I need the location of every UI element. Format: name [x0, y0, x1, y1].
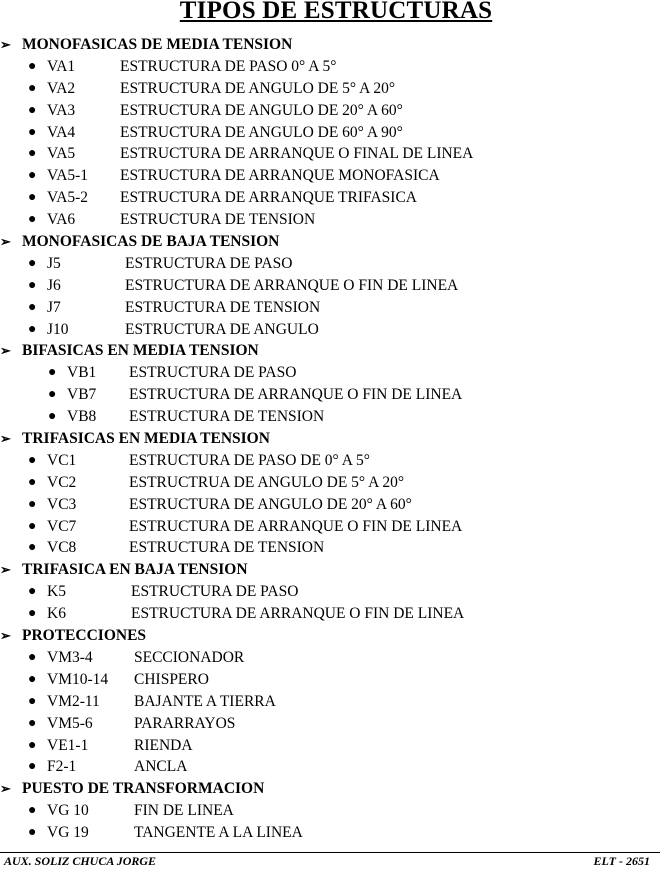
item-description: ESTRUCTURA DE ARRANQUE O FIN DE LINEA — [125, 276, 459, 294]
list-item — [0, 253, 660, 275]
list-item — [0, 209, 660, 231]
list-item — [0, 384, 660, 406]
item-description: ESTRUCTURA DE TENSION — [129, 539, 325, 557]
list-item — [0, 691, 660, 713]
item-code: VA1 — [47, 57, 76, 75]
item-code: VA4 — [47, 123, 76, 141]
bullet-icon: ● — [28, 102, 37, 118]
item-code: VC1 — [47, 451, 77, 469]
item-description: CHISPERO — [134, 670, 209, 688]
section-title: BIFASICAS EN MEDIA TENSION — [22, 342, 259, 360]
arrow-bullet-icon: ➢ — [0, 781, 11, 797]
list-item — [0, 516, 660, 538]
bullet-icon: ● — [28, 58, 37, 74]
item-code: VA2 — [47, 79, 76, 97]
item-description: SECCIONADOR — [134, 648, 245, 666]
list-item — [0, 494, 660, 516]
item-description: ESTRUCTURA DE PASO — [131, 583, 299, 601]
list-item — [0, 756, 660, 778]
bullet-icon: ● — [28, 255, 37, 271]
bullet-icon: ● — [28, 693, 37, 709]
item-description: TANGENTE A LA LINEA — [134, 824, 303, 842]
bullet-icon: ● — [28, 825, 37, 841]
section-title: TRIFASICA EN BAJA TENSION — [22, 561, 248, 579]
bullet-icon: ● — [48, 409, 57, 425]
item-description: ESTRUCTURA DE TENSION — [120, 211, 316, 229]
bullet-icon: ● — [48, 387, 57, 403]
bullet-icon: ● — [28, 584, 37, 600]
list-item — [0, 275, 660, 297]
item-code: VA5 — [47, 145, 76, 163]
list-item — [0, 362, 660, 384]
bullet-icon: ● — [28, 803, 37, 819]
item-code: VA6 — [47, 211, 76, 229]
item-code: VM2-11 — [47, 692, 100, 710]
bullet-icon: ● — [28, 474, 37, 490]
list-item — [0, 581, 660, 603]
item-code: VB7 — [67, 386, 97, 404]
list-item — [0, 406, 660, 428]
item-description: FIN DE LINEA — [134, 802, 234, 820]
section-title: MONOFASICAS DE MEDIA TENSION — [22, 36, 293, 53]
item-code: J7 — [47, 298, 61, 316]
bullet-icon: ● — [28, 759, 37, 775]
section-title: PROTECCIONES — [22, 627, 147, 645]
bullet-icon: ● — [28, 649, 37, 665]
bullet-icon: ● — [28, 606, 37, 622]
item-code: VC2 — [47, 473, 77, 491]
bullet-icon: ● — [28, 277, 37, 293]
item-description: ESTRUCTURA DE ARRANQUE MONOFASICA — [120, 167, 440, 185]
list-item — [0, 603, 660, 625]
item-description: ESTRUCTURA DE PASO DE 0° A 5° — [129, 451, 370, 469]
list-item — [0, 122, 660, 144]
item-description: ESTRUCTURA DE TENSION — [125, 298, 321, 316]
item-description: ESTRUCTURA DE ANGULO DE 5° A 20° — [120, 79, 396, 97]
list-item — [0, 143, 660, 165]
list-item — [0, 297, 660, 319]
item-description: ESTRUCTURA DE PASO 0° A 5° — [120, 57, 337, 75]
page-title: TIPOS DE ESTRUCTURAS — [179, 0, 493, 24]
footer-course-code: ELT - 2651 — [593, 854, 650, 868]
item-code: VB8 — [67, 408, 97, 426]
section-heading — [0, 428, 660, 450]
item-description: PARARRAYOS — [134, 714, 236, 732]
item-code: VG 19 — [47, 824, 89, 842]
list-item — [0, 472, 660, 494]
list-item — [0, 537, 660, 559]
section-heading — [0, 559, 660, 581]
item-description: ESTRUCTURA DE ARRANQUE O FINAL DE LINEA — [120, 145, 474, 163]
section-heading — [0, 625, 660, 647]
item-description: ESTRUCTURA DE ARRANQUE O FIN DE LINEA — [131, 605, 465, 623]
bullet-icon: ● — [28, 168, 37, 184]
item-code: J6 — [47, 276, 61, 294]
section-heading — [0, 231, 660, 253]
list-item — [0, 319, 660, 341]
bullet-icon: ● — [28, 496, 37, 512]
item-code: VM3-4 — [47, 648, 93, 666]
list-item — [0, 187, 660, 209]
bullet-icon: ● — [28, 540, 37, 556]
item-code: VB1 — [67, 364, 97, 382]
arrow-bullet-icon: ➢ — [0, 37, 11, 52]
item-description: BAJANTE A TIERRA — [134, 692, 276, 710]
section-title: MONOFASICAS DE BAJA TENSION — [22, 233, 280, 251]
bullet-icon: ● — [28, 146, 37, 162]
item-code: VA5-2 — [47, 189, 89, 207]
section-heading — [0, 778, 660, 800]
item-description: ESTRUCTURA DE PASO — [125, 254, 293, 272]
arrow-bullet-icon: ➢ — [0, 234, 11, 250]
item-description: ESTRUCTURA DE ANGULO DE 20° A 60° — [129, 495, 412, 513]
item-code: J5 — [47, 254, 61, 272]
bullet-icon: ● — [28, 452, 37, 468]
bullet-icon: ● — [28, 80, 37, 96]
bullet-icon: ● — [28, 212, 37, 228]
footer-author: AUX. SOLIZ CHUCA JORGE — [4, 854, 157, 868]
list-item — [0, 713, 660, 735]
item-code: VA5-1 — [47, 167, 89, 185]
list-item — [0, 100, 660, 122]
item-description: RIENDA — [134, 736, 193, 754]
item-code: VA3 — [47, 101, 76, 119]
item-description: ESTRUCTURA DE ARRANQUE O FIN DE LINEA — [129, 517, 463, 535]
bullet-icon: ● — [28, 715, 37, 731]
item-description: ESTRUCTURA DE ANGULO DE 60° A 90° — [120, 123, 403, 141]
item-description: ESTRUCTURA DE ANGULO DE 20° A 60° — [120, 101, 403, 119]
item-description: ESTRUCTURA DE ANGULO — [125, 320, 319, 338]
structure-list — [0, 34, 660, 844]
page-footer — [0, 852, 660, 869]
list-item — [0, 735, 660, 757]
list-item — [0, 822, 660, 844]
arrow-bullet-icon: ➢ — [0, 431, 11, 447]
item-description: ESTRUCTRUA DE ANGULO DE 5° A 20° — [129, 473, 405, 491]
list-item — [0, 669, 660, 691]
item-code: VC8 — [47, 539, 77, 557]
item-code: VC3 — [47, 495, 77, 513]
list-item — [0, 165, 660, 187]
bullet-icon: ● — [28, 190, 37, 206]
item-code: K5 — [47, 583, 66, 601]
arrow-bullet-icon: ➢ — [0, 343, 11, 359]
bullet-icon: ● — [28, 737, 37, 753]
section-title: PUESTO DE TRANSFORMACION — [22, 780, 265, 798]
bullet-icon: ● — [28, 124, 37, 140]
bullet-icon: ● — [48, 365, 57, 381]
item-description: ANCLA — [134, 758, 188, 776]
bullet-icon: ● — [28, 671, 37, 687]
section-heading — [0, 34, 660, 56]
item-code: K6 — [47, 605, 66, 623]
item-code: F2-1 — [47, 758, 77, 776]
item-code: VM10-14 — [47, 670, 109, 688]
bullet-icon: ● — [28, 321, 37, 337]
item-description: ESTRUCTURA DE ARRANQUE O FIN DE LINEA — [129, 386, 463, 404]
item-code: J10 — [47, 320, 69, 338]
bullet-icon: ● — [28, 299, 37, 315]
item-code: VC7 — [47, 517, 77, 535]
list-item — [0, 647, 660, 669]
arrow-bullet-icon: ➢ — [0, 628, 11, 644]
item-description: ESTRUCTURA DE ARRANQUE TRIFASICA — [120, 189, 417, 207]
section-title: TRIFASICAS EN MEDIA TENSION — [22, 430, 270, 448]
list-item — [0, 800, 660, 822]
item-code: VE1-1 — [47, 736, 89, 754]
list-item — [0, 450, 660, 472]
section-heading — [0, 340, 660, 362]
bullet-icon: ● — [28, 518, 37, 534]
item-description: ESTRUCTURA DE TENSION — [129, 408, 325, 426]
list-item — [0, 56, 660, 78]
arrow-bullet-icon: ➢ — [0, 562, 11, 578]
item-code: VM5-6 — [47, 714, 93, 732]
item-description: ESTRUCTURA DE PASO — [129, 364, 297, 382]
item-code: VG 10 — [47, 802, 89, 820]
list-item — [0, 78, 660, 100]
